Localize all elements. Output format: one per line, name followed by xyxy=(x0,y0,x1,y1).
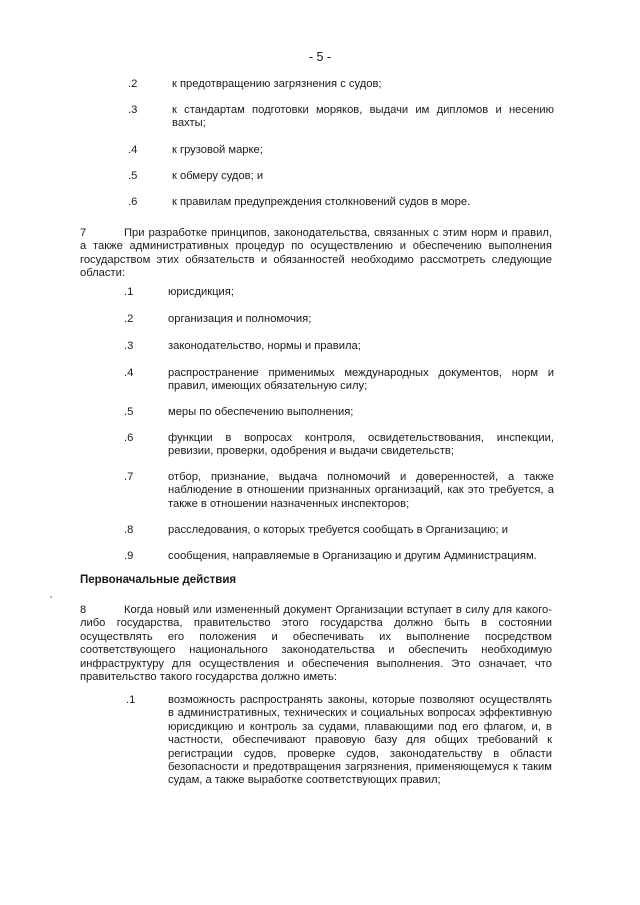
list-item-text: к грузовой марке; xyxy=(172,144,263,156)
list-item-number: .2 xyxy=(128,78,138,90)
list-item-text: к стандартам подготовки моряков, выдачи им дипломов и несению вахты; xyxy=(172,104,554,130)
list-item-text: функции в вопросах контроля, освидетельствования, инспекции, ревизии, проверки, одобрения и выдачи свидетельств; xyxy=(168,432,554,458)
list-item-number: .4 xyxy=(128,144,138,156)
paragraph-number: 8 xyxy=(80,604,87,616)
list-item-text: к обмеру судов; и xyxy=(172,170,264,182)
list-item-number: .8 xyxy=(124,524,134,536)
list-item-text: меры по обеспечению выполнения; xyxy=(168,406,354,418)
list-item-text: юрисдикция; xyxy=(168,286,234,298)
list-item-number: .5 xyxy=(124,406,134,418)
list-item-number: .3 xyxy=(128,104,138,116)
list-item-text: к предотвращению загрязнения с судов; xyxy=(172,78,382,90)
list-item-number: .2 xyxy=(124,313,134,325)
list-item-number: .7 xyxy=(124,471,134,483)
page-number: - 5 - xyxy=(308,50,332,64)
list-item-number: .3 xyxy=(124,340,134,352)
list-item-number: .6 xyxy=(124,432,134,444)
paragraph-8 xyxy=(80,604,552,684)
section-heading: Первоначальные действия xyxy=(80,574,237,586)
list-item-text: расследования, о которых требуется сообщать в Организацию; и xyxy=(168,524,508,536)
list-item-number: .1 xyxy=(126,694,136,706)
list-item-text: законодательство, нормы и правила; xyxy=(168,340,361,352)
list-item-number: .4 xyxy=(124,367,134,379)
paragraph-number: 7 xyxy=(80,227,87,239)
paragraph-7 xyxy=(80,227,552,281)
list-item-text: возможность распространять законы, которые позволяют осуществлять в административных, технических и социальных вопросах эффективную юрисдикцию и контроль за судами, плавающими под его флагом, и, в частности, обеспечивают правовую базу для общих требований к регистрации судов, проверке судов, законодательству в области безопасности и предотвращения загрязнения, применяющемуся к таким судам, а также выработке соответствующих правил; xyxy=(168,694,552,787)
list-item-text: к правилам предупреждения столкновений судов в море. xyxy=(172,196,471,208)
paragraph-text: При разработке принципов, законодательства, связанных с этим норм и правил, а также административных процедур по осуществлению и обеспечению выполнения государством этих обязательств и обязанностей необходимо рассмотреть следующие области: xyxy=(80,227,552,280)
scan-dot xyxy=(50,596,52,598)
list-item-text: отбор, признание, выдача полномочий и доверенностей, а также наблюдение в отношении признанных организаций, как это требуется, а также в отношении назначенных инспекторов; xyxy=(168,471,554,510)
list-item-text: распространение применимых международных документов, норм и правил, имеющих обязательную силу; xyxy=(168,367,554,393)
paragraph-text: Когда новый или измененный документ Организации вступает в силу для какого-либо государства, правительство этого государства должно быть в состоянии осуществлять его положения и обеспечивать их выполнение посредством соответствующего национального законодательства и обеспечить необходимую инфраструктуру для осуществления и обеспечения выполнения. Это означает, что правительство такого государства должно иметь: xyxy=(80,604,552,684)
list-item-text: сообщения, направляемые в Организацию и другим Администрациям. xyxy=(168,550,537,562)
list-item-number: .1 xyxy=(124,286,134,298)
list-item-number: .5 xyxy=(128,170,138,182)
list-item-text: организация и полномочия; xyxy=(168,313,312,325)
list-item-number: .9 xyxy=(124,550,134,562)
list-item-number: .6 xyxy=(128,196,138,208)
